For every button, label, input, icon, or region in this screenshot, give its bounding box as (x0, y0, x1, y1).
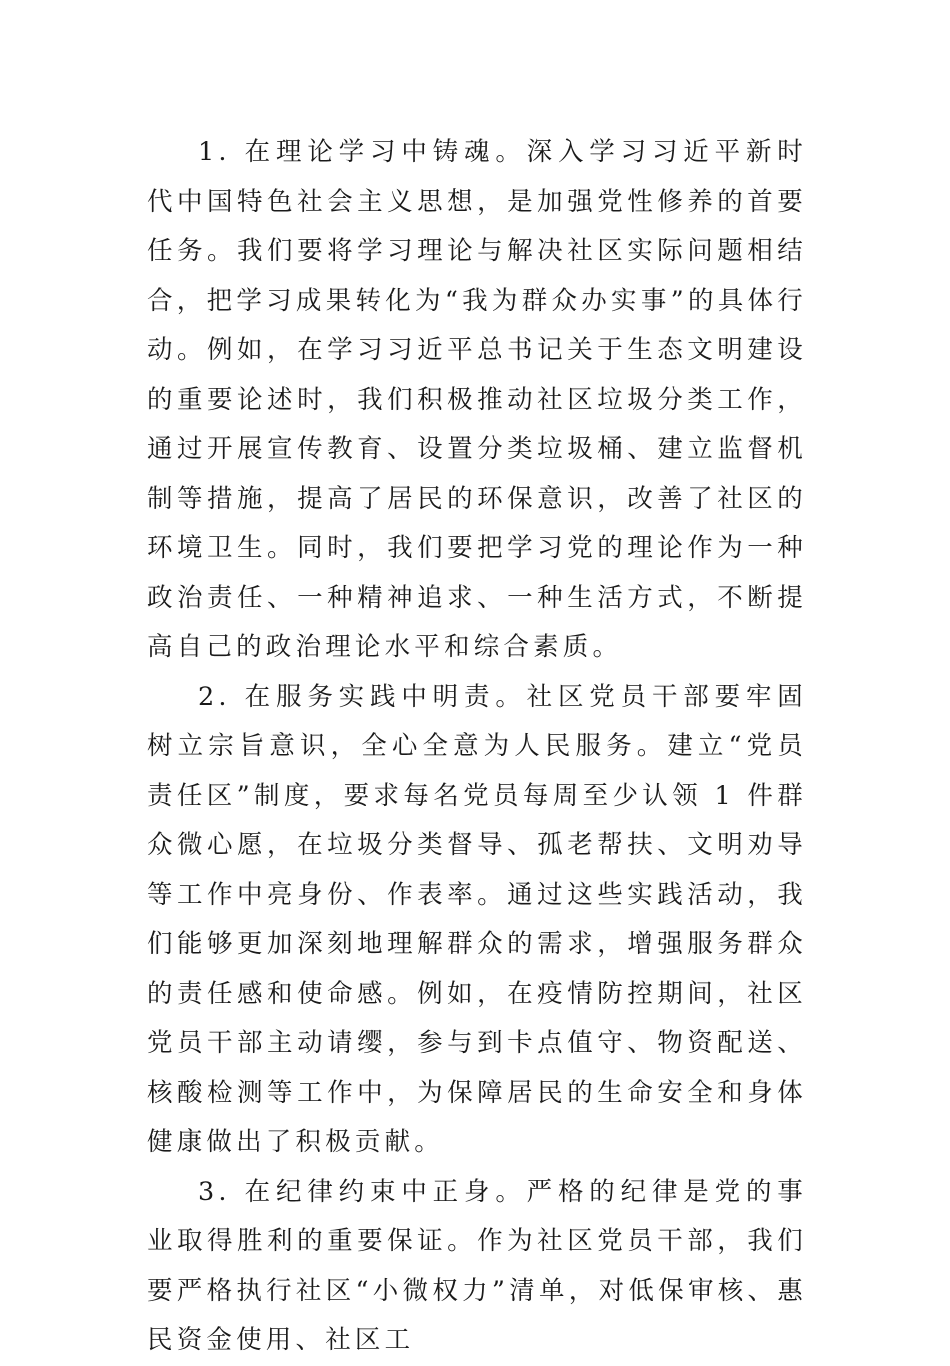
paragraph-theory-study: 1. 在理论学习中铸魂。深入学习习近平新时代中国特色社会主义思想，是加强党性修养的首要任务。我们要将学习理论与解决社区实际问题相结合，把学习成果转化为“我为群众办实事”的具体行动。例如，在学习习近平总书记关于生态文明建设的重要论述时，我们积极推动社区垃圾分类工作，通过开展宣传教育、设置分类垃圾桶、建立监督机制等措施，提高了居民的环保意识，改善了社区的环境卫生。同时，我们要把学习党的理论作为一种政治责任、一种精神追求、一种生活方式，不断提高自己的政治理论水平和综合素质。 (147, 137, 807, 662)
document-body (147, 128, 807, 1366)
paragraph-discipline: 3. 在纪律约束中正身。严格的纪律是党的事业取得胜利的重要保证。作为社区党员干部，我们要严格执行社区“小微权力”清单，对低保审核、惠民资金使用、社区工 (147, 1176, 807, 1355)
paragraph-service-practice: 2. 在服务实践中明责。社区党员干部要牢固树立宗旨意识，全心全意为人民服务。建立“党员责任区”制度，要求每名党员每周至少认领 1 件群众微心愿，在垃圾分类督导、孤老帮扶、文明劝导等工作中亮身份、作表率。通过这些实践活动，我们能够更加深刻地理解群众的需求，增强服务群众的责任感和使命感。例如，在疫情防控期间，社区党员干部主动请缨，参与到卡点值守、物资配送、核酸检测等工作中，为保障居民的生命安全和身体健康做出了积极贡献。 (147, 681, 807, 1157)
